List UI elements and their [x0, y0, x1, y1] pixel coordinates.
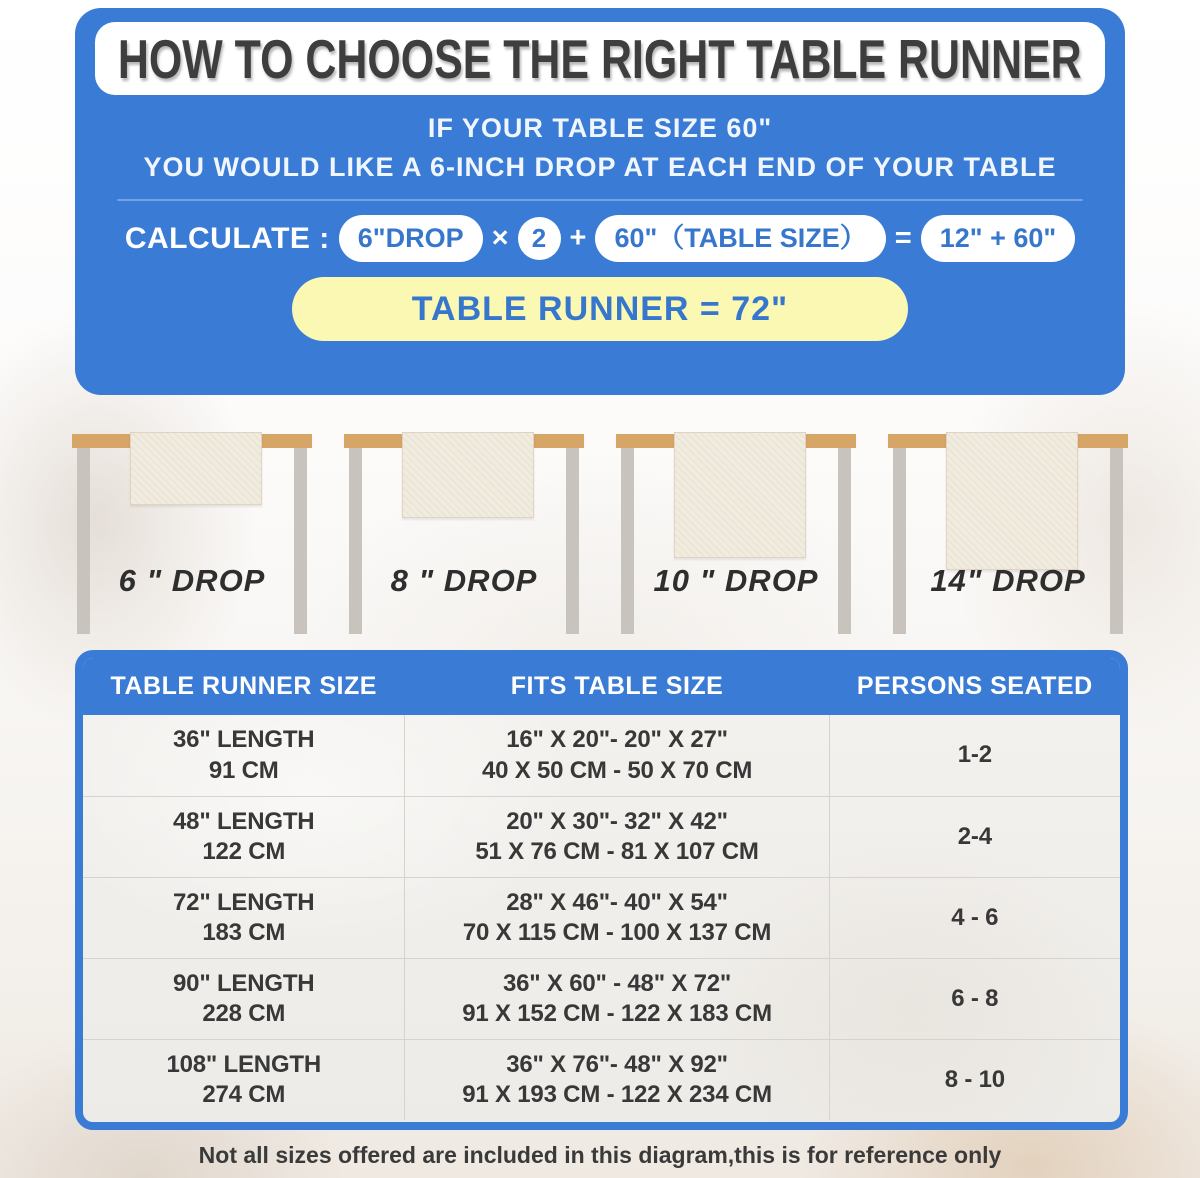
table-leg-left: [77, 448, 90, 634]
runner-size-inches: 36" LENGTH: [173, 726, 315, 754]
drop-figure-8: [342, 395, 586, 650]
header-fits-table-size: FITS TABLE SIZE: [510, 672, 724, 700]
page-title: HOW TO CHOOSE THE RIGHT TABLE RUNNER: [118, 27, 1082, 90]
runner-size-cell: [83, 878, 404, 958]
runner-size-inches: 48" LENGTH: [173, 807, 315, 835]
runner-size-cm: 122 CM: [202, 838, 286, 865]
fits-size-inches: 36" X 76"- 48" X 92": [506, 1050, 728, 1078]
fits-size-cm: 91 X 152 CM - 122 X 183 CM: [462, 1000, 772, 1027]
table-row: [83, 796, 1120, 877]
fits-size-inches: 16" X 20"- 20" X 27": [506, 726, 728, 754]
runner-size-cell: [83, 715, 404, 796]
equals-operator: =: [894, 222, 912, 254]
table-row: [83, 958, 1120, 1039]
drop-label: 6 " DROP: [118, 563, 266, 598]
drop-figure-6: [70, 395, 314, 650]
fits-size-cm: 70 X 115 CM - 100 X 137 CM: [462, 919, 772, 946]
size-chart-header: [83, 658, 1120, 715]
persons-cell: [830, 878, 1120, 958]
table-runner-cloth: [130, 432, 262, 505]
persons-value: 6 - 8: [951, 984, 999, 1012]
persons-cell: [830, 715, 1120, 796]
runner-size-cell: [83, 959, 404, 1039]
fits-size-inches: 20" X 30"- 32" X 42": [506, 807, 728, 835]
table-leg-left: [893, 448, 906, 634]
fits-size-cm: 40 X 50 CM - 50 X 70 CM: [481, 756, 753, 784]
divider-line: [117, 199, 1083, 201]
table-runner-cloth: [402, 432, 534, 518]
table-size-pill: 60"（TABLE SIZE）: [595, 215, 885, 262]
table-leg-right: [294, 448, 307, 634]
drop-label: 10 " DROP: [653, 563, 819, 598]
table-runner-cloth: [946, 432, 1078, 570]
plus-operator: +: [569, 222, 587, 254]
table-row: [83, 877, 1120, 958]
persons-cell: [830, 959, 1120, 1039]
multiply-operator: ×: [491, 222, 509, 254]
fits-size-cell: [404, 797, 829, 877]
runner-size-cell: [83, 797, 404, 877]
persons-value: 2-4: [957, 822, 992, 850]
table-leg-right: [838, 448, 851, 634]
table-leg-left: [349, 448, 362, 634]
runner-result-pill: TABLE RUNNER = 72": [292, 277, 908, 341]
persons-value: 8 - 10: [944, 1065, 1005, 1093]
size-chart-panel: [75, 650, 1128, 1130]
intro-line-1: IF YOUR TABLE SIZE 60": [427, 113, 773, 143]
sum-pill: 12" + 60": [921, 215, 1075, 262]
runner-size-cm: 228 CM: [202, 1000, 286, 1027]
runner-size-inches: 108" LENGTH: [166, 1050, 322, 1078]
title-band: [95, 22, 1105, 95]
instructions-panel: [75, 8, 1125, 395]
header-runner-size: TABLE RUNNER SIZE: [110, 672, 377, 700]
table-leg-right: [1110, 448, 1123, 634]
fits-size-cell: [404, 715, 829, 796]
table-runner-cloth: [674, 432, 806, 558]
drop-illustrations: [70, 395, 1130, 650]
header-persons-seated: PERSONS SEATED: [856, 672, 1093, 700]
fits-size-cm: 91 X 193 CM - 122 X 234 CM: [462, 1081, 772, 1108]
fits-size-cell: [404, 1040, 829, 1120]
drop-figure-14: [886, 395, 1130, 650]
intro-line-2: YOU WOULD LIKE A 6-INCH DROP AT EACH END OF YOUR TABLE: [143, 152, 1057, 182]
persons-value: 4 - 6: [951, 903, 999, 931]
drop-label: 8 " DROP: [390, 563, 538, 598]
table-leg-left: [621, 448, 634, 634]
runner-size-inches: 72" LENGTH: [173, 888, 315, 916]
persons-cell: [830, 1040, 1120, 1120]
calculate-label: CALCULATE :: [124, 221, 330, 255]
multiplier-badge: 2: [518, 217, 561, 260]
drop-label: 14" DROP: [930, 563, 1086, 598]
runner-size-inches: 90" LENGTH: [173, 969, 315, 997]
runner-size-cm: 274 CM: [202, 1081, 286, 1108]
reference-footnote: Not all sizes offered are included in this diagram,this is for reference only: [198, 1142, 1002, 1168]
fits-size-cell: [404, 959, 829, 1039]
fits-size-cell: [404, 878, 829, 958]
runner-size-cm: 91 CM: [208, 756, 279, 784]
runner-size-cm: 183 CM: [202, 919, 286, 946]
persons-value: 1-2: [957, 741, 992, 769]
fits-size-inches: 36" X 60" - 48" X 72": [502, 969, 732, 997]
runner-size-cell: [83, 1040, 404, 1120]
persons-cell: [830, 797, 1120, 877]
fits-size-cm: 51 X 76 CM - 81 X 107 CM: [475, 838, 759, 865]
table-row: [83, 715, 1120, 796]
fits-size-inches: 28" X 46"- 40" X 54": [506, 888, 728, 916]
table-leg-right: [566, 448, 579, 634]
drop-value-pill: 6"DROP: [339, 215, 483, 262]
calculate-row: [75, 215, 1125, 262]
drop-figure-10: [614, 395, 858, 650]
table-row: [83, 1039, 1120, 1120]
